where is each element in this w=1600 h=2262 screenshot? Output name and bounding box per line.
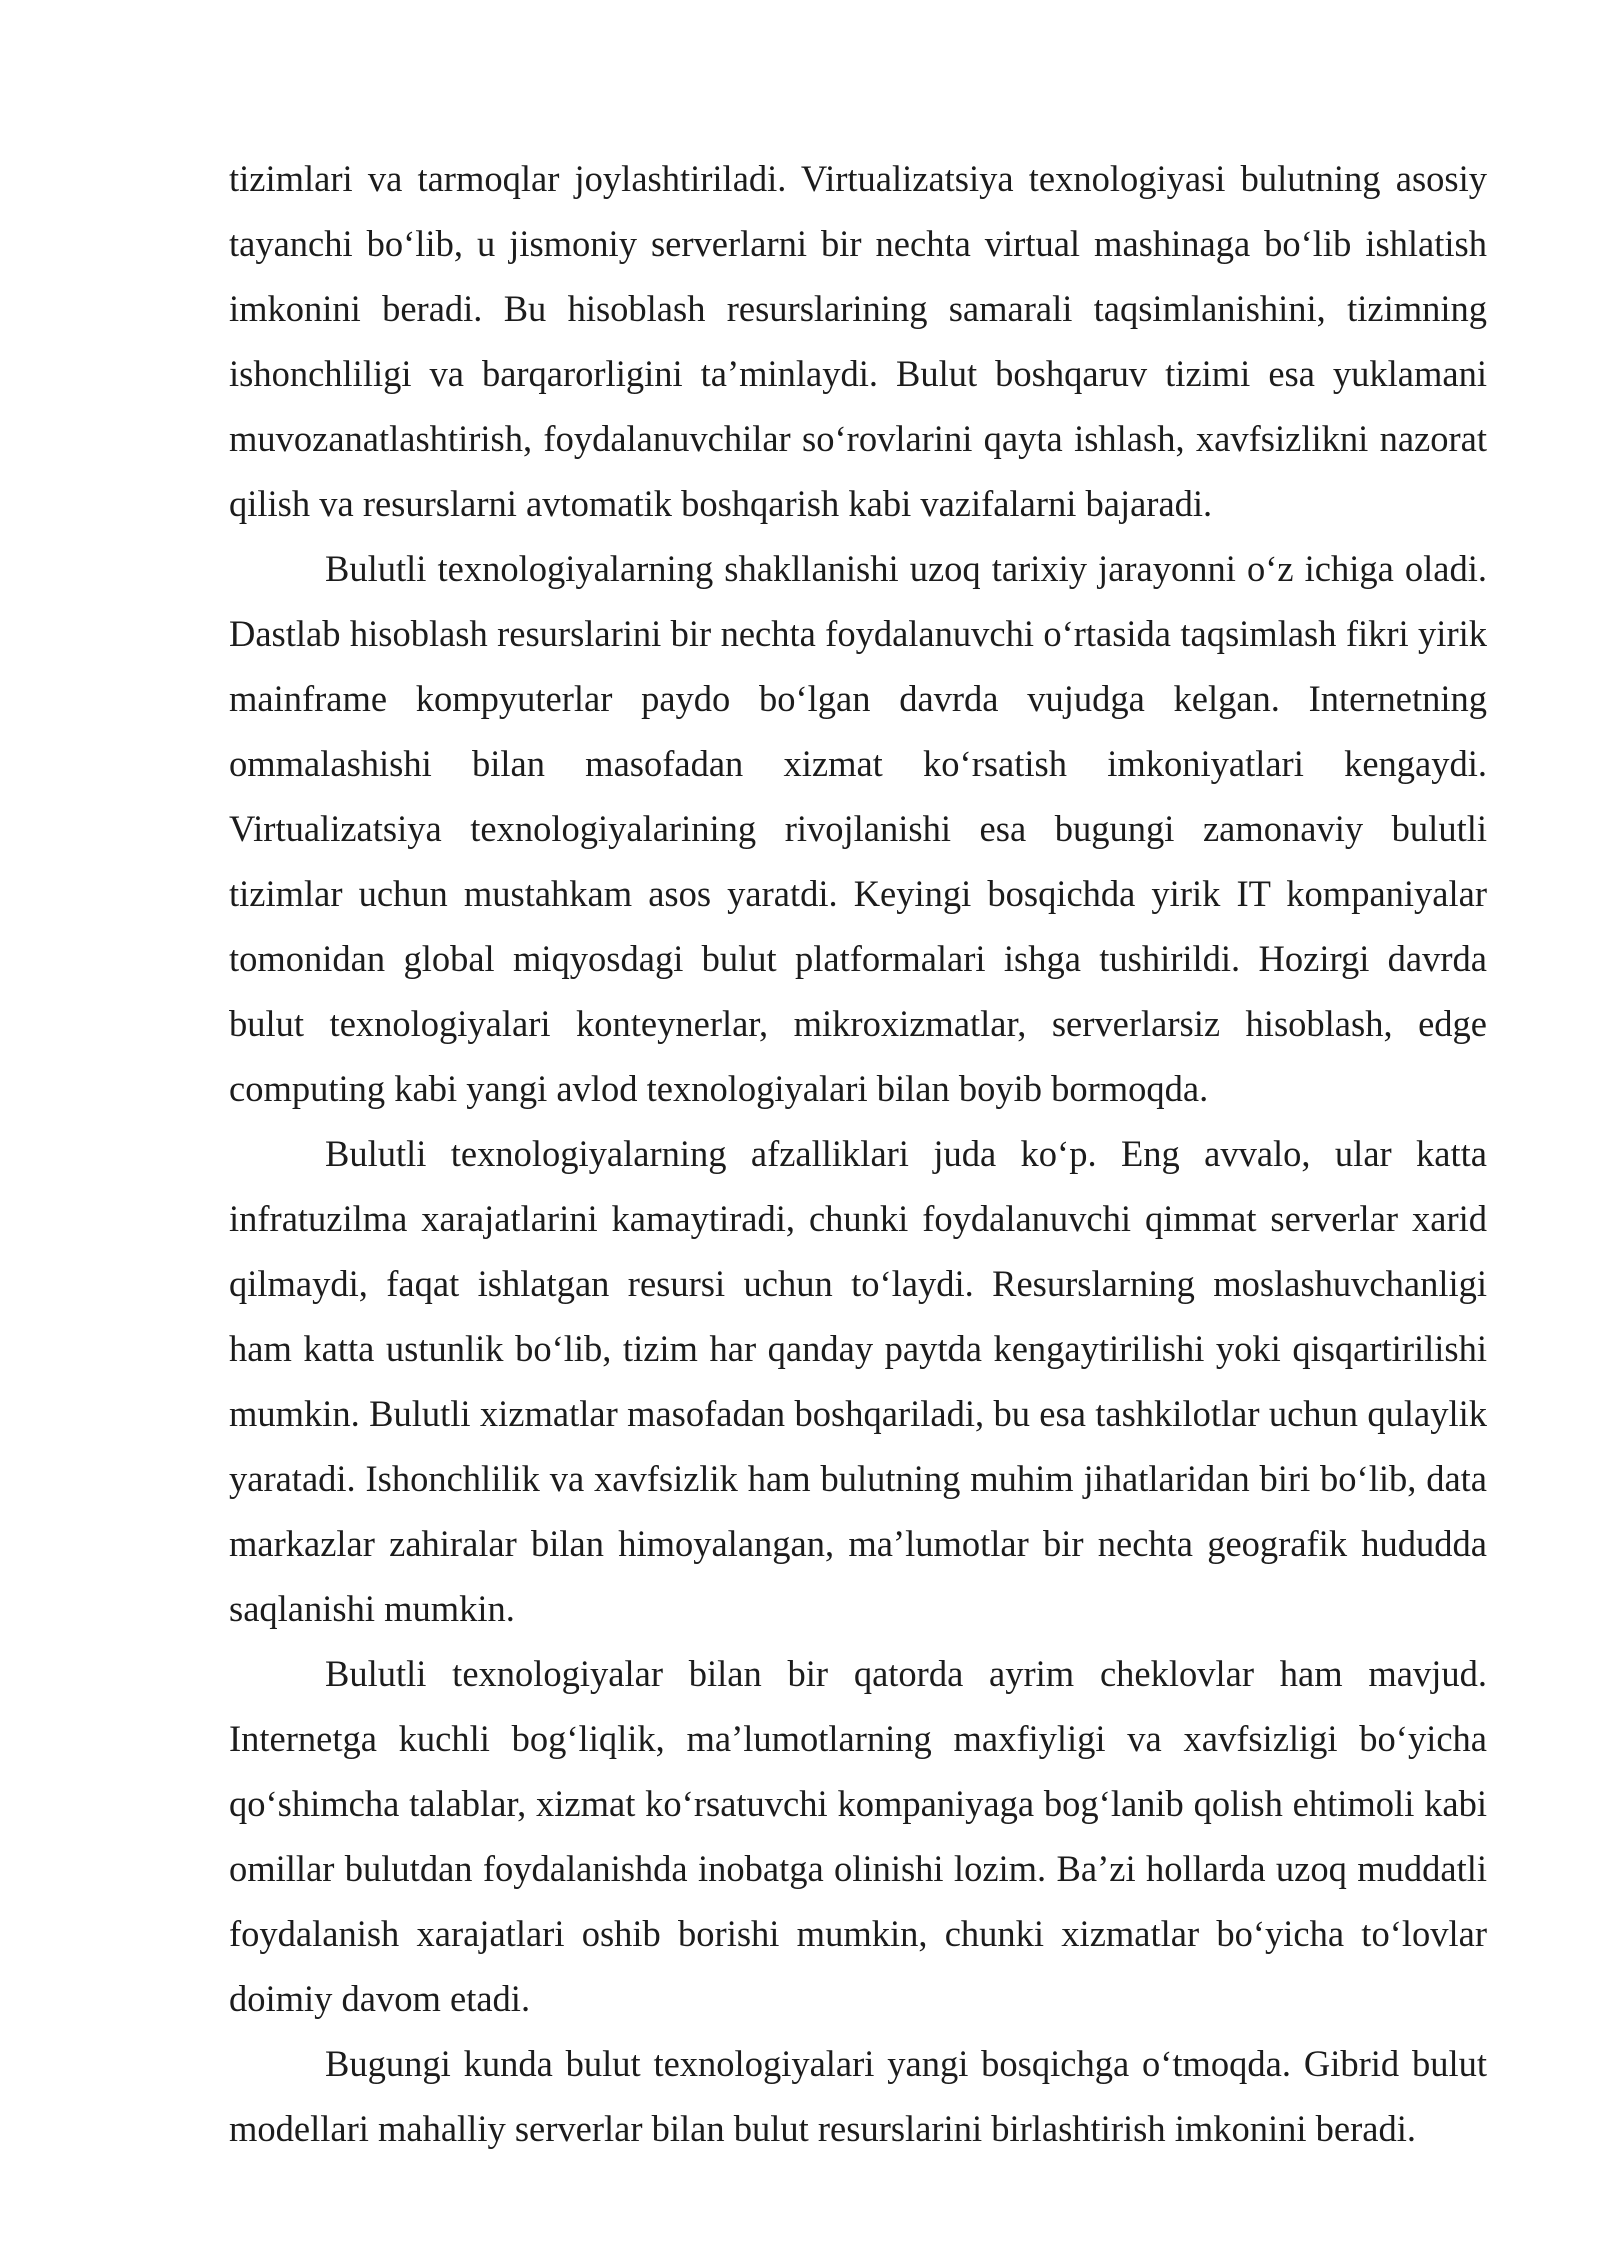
paragraph-limitations: Bulutli texnologiyalar bilan bir qatorda ayrim cheklovlar ham mavjud. Internetga kuchli bog‘liqlik, ma’lumotlarning maxfiyligi va xavfsizligi bo‘yicha qo‘shimcha talablar, xizmat ko‘rsatuvchi kompaniyaga bog‘lanib qolish ehtimoli kabi omillar bulutdan foydalanishda inobatga olinishi lozim. Ba’zi hollarda uzoq muddatli foydalanish xarajatlari oshib borishi mumkin, chunki xizmatlar bo‘yicha to‘lovlar doimiy davom etadi. bbox=[229, 1653, 1487, 2019]
document-page bbox=[229, 146, 1487, 2161]
paragraph-history: Bulutli texnologiyalarning shakllanishi uzoq tarixiy jarayonni o‘z ichiga oladi. Dastlab hisoblash resurslarini bir nechta foydalanuvchi o‘rtasida taqsimlash fikri yirik mainframe kompyuterlar paydo bo‘lgan davrda vujudga kelgan. Internetning ommalashishi bilan masofadan xizmat ko‘rsatish imkoniyatlari kengaydi. Virtualizatsiya texnologiyalarining rivojlanishi esa bugungi zamonaviy bulutli tizimlar uchun mustahkam asos yaratdi. Keyingi bosqichda yirik IT kompaniyalar tomonidan global miqyosdagi bulut platformalari ishga tushirildi. Hozirgi davrda bulut texnologiyalari konteynerlar, mikroxizmatlar, serverlarsiz hisoblash, edge computing kabi yangi avlod texnologiyalari bilan boyib bormoqda. bbox=[229, 548, 1487, 1109]
paragraph-current-stage: Bugungi kunda bulut texnologiyalari yangi bosqichga o‘tmoqda. Gibrid bulut modellari mahalliy serverlar bilan bulut resurslarini birlashtirish imkonini beradi. bbox=[229, 2043, 1487, 2149]
paragraph-advantages: Bulutli texnologiyalarning afzalliklari juda ko‘p. Eng avvalo, ular katta infratuzilma xarajatlarini kamaytiradi, chunki foydalanuvchi qimmat serverlar xarid qilmaydi, faqat ishlatgan resursi uchun to‘laydi. Resurslarning moslashuvchanligi ham katta ustunlik bo‘lib, tizim har qanday paytda kengaytirilishi yoki qisqartirilishi mumkin. Bulutli xizmatlar masofadan boshqariladi, bu esa tashkilotlar uchun qulaylik yaratadi. Ishonchlilik va xavfsizlik ham bulutning muhim jihatlaridan biri bo‘lib, data markazlar zahiralar bilan himoyalangan, ma’lumotlar bir nechta geografik hududda saqlanishi mumkin. bbox=[229, 1133, 1487, 1629]
paragraph-1-continuation: tizimlari va tarmoqlar joylashtiriladi. Virtualizatsiya texnologiyasi bulutning asosiy tayanchi bo‘lib, u jismoniy serverlarni bir nechta virtual mashinaga bo‘lib ishlatish imkonini beradi. Bu hisoblash resurslarining samarali taqsimlanishini, tizimning ishonchliligi va barqarorligini ta’minlaydi. Bulut boshqaruv tizimi esa yuklamani muvozanatlashtirish, foydalanuvchilar so‘rovlarini qayta ishlash, xavfsizlikni nazorat qilish va resurslarni avtomatik boshqarish kabi vazifalarni bajaradi. bbox=[229, 158, 1487, 524]
